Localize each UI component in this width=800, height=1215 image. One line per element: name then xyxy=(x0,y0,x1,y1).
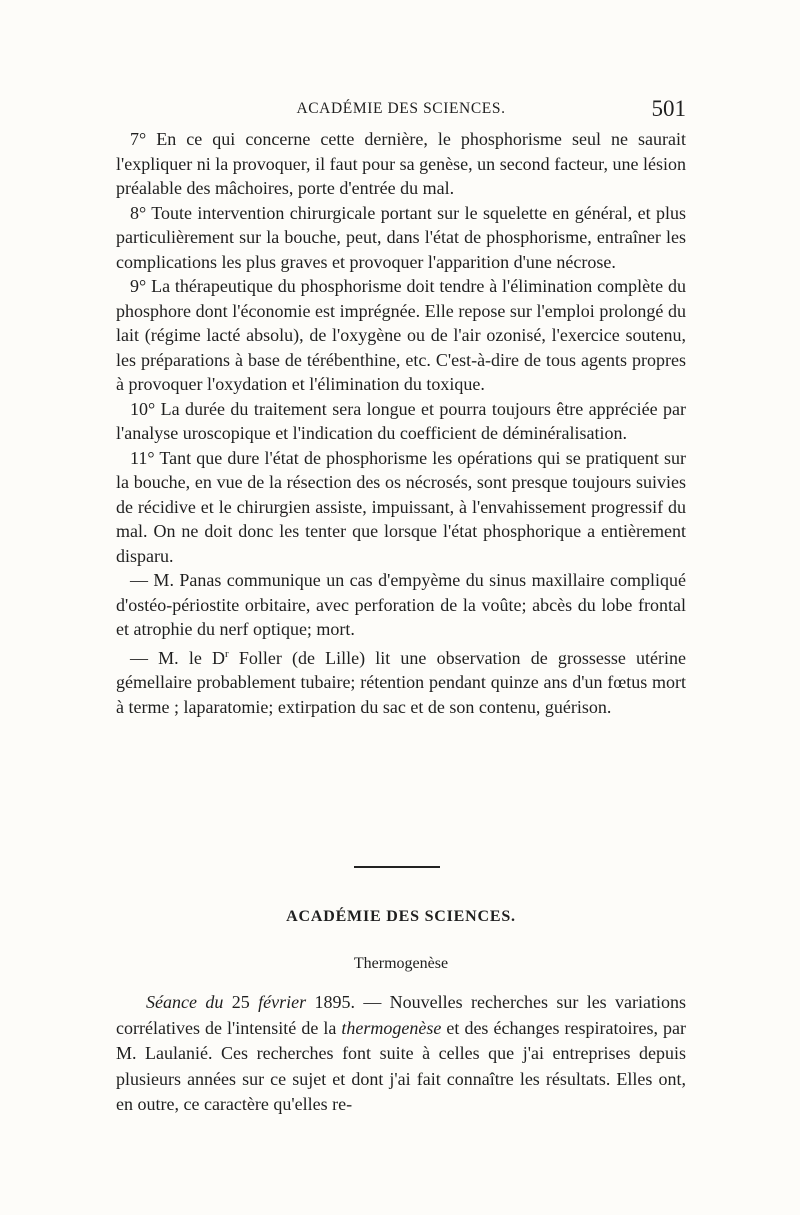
section-subheading: Thermogenèse xyxy=(353,955,449,972)
seance-rest-text: et des échanges respiratoires, par M. Laulanié. Ces recherches font suite à celles que j'ai entreprises depuis plusieurs années sur ce sujet et dont j'ai fait connaître les résultats. Elles ont, en outre, ce caractère qu'elles re- xyxy=(116,1017,686,1114)
page-number: 501 xyxy=(651,96,686,121)
foller-superscript: r xyxy=(224,647,229,660)
paragraph-panas: — M. Panas communique un cas d'empyème du sinus maxillaire compliqué d'ostéo-périostite orbitaire, avec perforation de la voûte; abcès du lobe frontal et atrophie du nerf optique; mort. xyxy=(116,570,686,639)
section-body xyxy=(116,990,686,1118)
paragraph-7: 7° En ce qui concerne cette dernière, le phosphorisme seul ne saurait l'expliquer ni la provoquer, il faut pour sa genèse, un second facteur, une lésion préalable des mâchoires, porte d'entrée du mal. xyxy=(116,129,686,198)
section-heading: ACADÉMIE DES SCIENCES. xyxy=(286,908,516,925)
thermogenese-word: thermogenèse xyxy=(341,1017,442,1038)
paragraph-foller xyxy=(116,642,686,720)
foller-before: — M. le D xyxy=(130,647,225,668)
seance-label: Séance du xyxy=(146,992,224,1012)
seance-paragraph xyxy=(116,990,686,1118)
paragraph-8: 8° Toute intervention chirurgicale portant sur le squelette en général, et plus particulièrement sur la bouche, peut, dans l'état de phosphorisme, entraîner les complications les plus graves et provoquer l'apparition d'une nécrose. xyxy=(116,202,686,272)
running-head xyxy=(116,96,686,124)
seance-month: février xyxy=(258,992,307,1012)
paragraph-10: 10° La durée du traitement sera longue et pourra toujours être appréciée par l'analyse uroscopique et l'indication du coefficient de déminéralisation. xyxy=(116,398,686,443)
foller-after: Foller (de Lille) lit une observation de grossesse utérine gémellaire probablement tubaire; rétention pendant quinze ans d'un fœtus mort à terme ; laparatomie; extirpation du sac et de son contenu, guérison. xyxy=(116,647,686,717)
seance-year-text: 1895. — Nouvelles recherches sur les variations corrélatives de l'intensité de la xyxy=(116,992,687,1038)
running-title: ACADÉMIE DES SCIENCES. xyxy=(296,100,506,117)
section-divider xyxy=(354,866,440,868)
paragraph-9: 9° La thérapeutique du phosphorisme doit tendre à l'élimination complète du phosphore dont l'économie est imprégnée. Elle repose sur l'emploi prolongé du lait (régime lacté absolu), de l'oxygène ou de l'air ozonisé, l'exercice soutenu, les préparations à base de térébenthine, etc. C'est-à-dire de tous agents propres à provoquer l'oxydation et l'élimination du toxique. xyxy=(116,276,686,394)
paragraph-11: 11° Tant que dure l'état de phosphorisme les opérations qui se pratiquent sur la bouche, en vue de la résection des os nécrosés, sont presque toujours suivies de récidive et le chirurgien assiste, impuissant, à l'envahissement progressif du mal. On ne doit donc les tenter que lorsque l'état phosphorique a entièrement disparu. xyxy=(116,447,686,566)
seance-date-number: 25 xyxy=(231,992,250,1012)
body-text xyxy=(116,127,686,719)
